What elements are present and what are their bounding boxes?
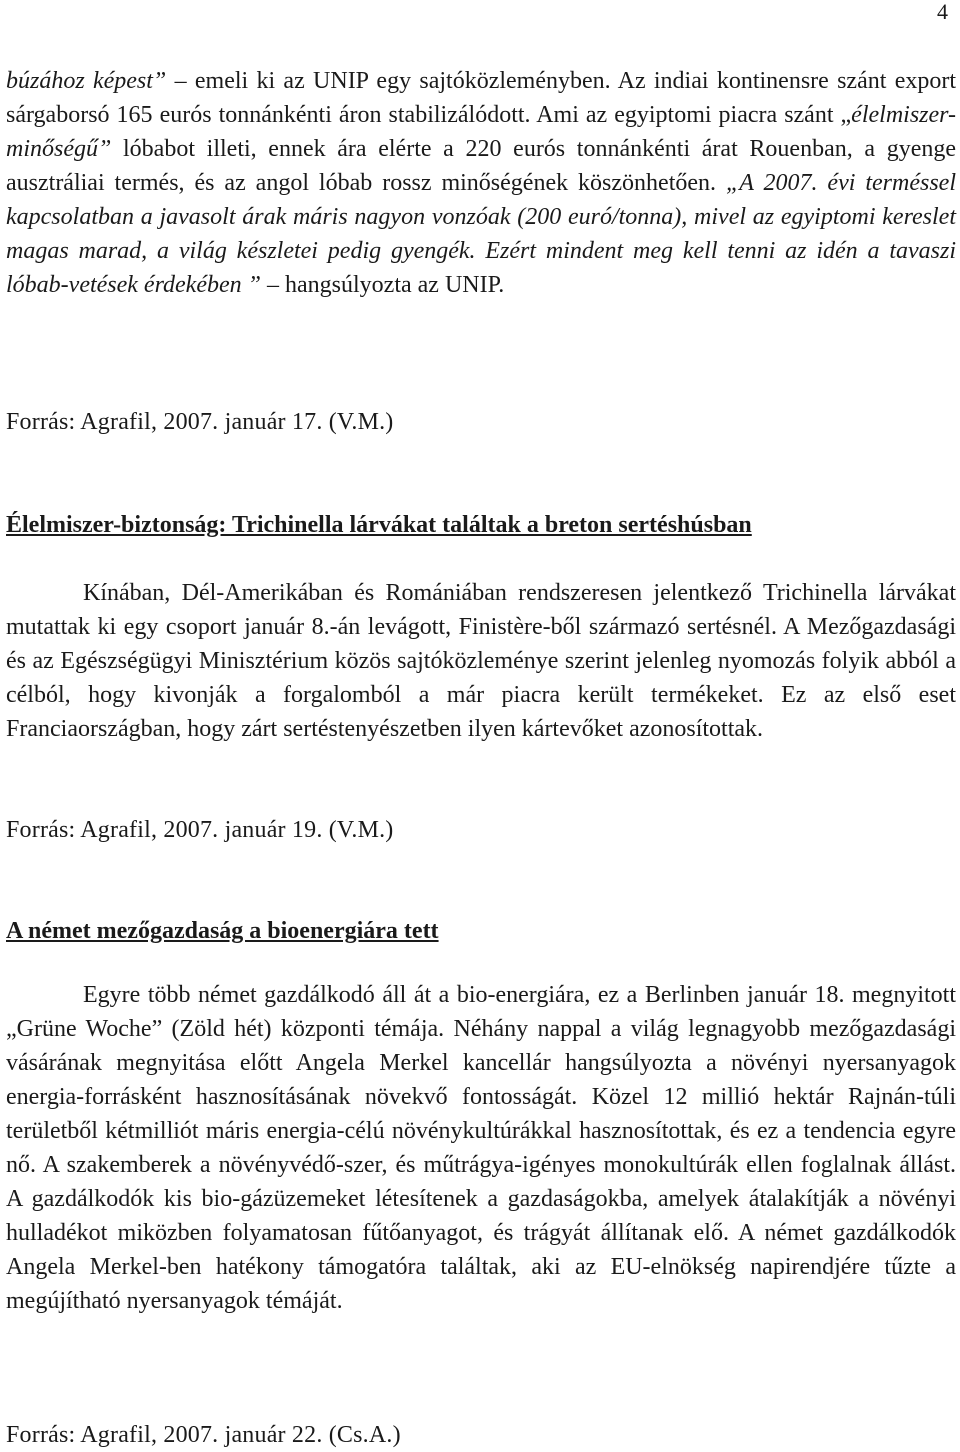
article3-body: Egyre több német gazdálkodó áll át a bio-energiára, ez a Berlinben január 18. megnyitott „Grüne Woche” (Zöld hét) központi témája. Néhány nappal a világ legnagyobb mezőgazdasági vásárának megnyitása előtt Angela Merkel kancellár hangsúlyozta a növényi nyersanyagok energia-forrásként hasznosításának növekvő fontosságát. Közel 12 millió hektár Rajnán-túli területből kétmilliót máris energia-célú növénykultúrákkal hasznosítottak, és ez a tendencia egyre nő. A szakemberek a növényvédő-szer, és műtrágya-igényes monokultúrák ellen foglalnak állást. A gazdálkodók kis bio-gázüzemeket létesítenek a gazdaságokba, amelyek átalakítják a növényi hulladékot miközben folyamatosan fűtőanyagot, és trágyát állítanak elő. A német gazdálkodók Angela Merkel-ben hatékony támogatóra találtak, aki az EU-elnökség napirendjére tűzte a megújítható nyersanyagok témáját. bbox=[6, 982, 956, 1314]
article2-source: Forrás: Agrafil, 2007. január 19. (V.M.) bbox=[6, 817, 394, 843]
text-run: – emeli ki az UNIP egy sajtóközleményben. Az indiai kontinensre szánt export sárgaborsó 165 eurós tonnánkénti áron stabilizálódott. Ami az egyiptomi piacra szánt „ bbox=[6, 68, 957, 128]
article3-title: A német mezőgazdaság a bioenergiára tett bbox=[6, 918, 439, 944]
italic-quote: élelmiszer-minőségű” bbox=[6, 102, 956, 162]
article1-paragraph bbox=[6, 64, 956, 302]
article2-body: Kínában, Dél-Amerikában és Romániában rendszeresen jelentkező Trichinella lárvákat mutattak ki egy csoport január 8.-án levágott, Finistère-ből származó sertésnél. A Mezőgazdasági és az Egészségügyi Minisztérium közös sajtóközleménye szerint jelenleg nyomozás folyik abból a célból, hogy kivonják a forgalomból a már piacra került termékeket. Ez az első eset Franciaországban, hogy zárt sertéstenyészetben ilyen kártevőket azonosítottak. bbox=[6, 580, 956, 742]
text-run: – hangsúlyozta az UNIP. bbox=[261, 272, 505, 298]
article3-source: Forrás: Agrafil, 2007. január 22. (Cs.A.) bbox=[6, 1422, 401, 1448]
page-number: 4 bbox=[937, 0, 948, 24]
article2-title: Élelmiszer-biztonság: Trichinella lárvákat találtak a breton sertéshúsban bbox=[6, 512, 752, 538]
italic-quote: búzához képest” bbox=[6, 68, 167, 94]
article1-source: Forrás: Agrafil, 2007. január 17. (V.M.) bbox=[6, 409, 394, 435]
italic-quote: „A 2007. évi terméssel kapcsolatban a javasolt árak máris nagyon vonzóak (200 euró/tonna), mivel az egyiptomi kereslet magas marad, a világ készletei pedig gyengék. Ezért mindent meg kell tenni az idén a tavaszi lóbab-vetések érdekében ” bbox=[6, 170, 956, 298]
text-run: lóbabot illeti, ennek ára elérte a 220 eurós tonnánkénti árat Rouenban, a gyenge ausztráliai termés, és az angol lóbab rossz minőségének köszönhetően. bbox=[6, 136, 956, 196]
